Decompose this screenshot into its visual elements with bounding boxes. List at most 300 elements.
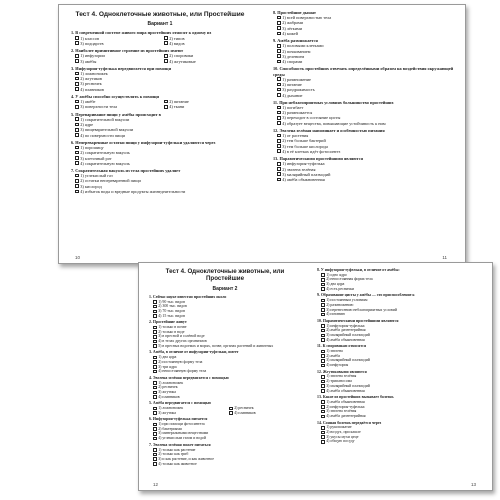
answer-checkbox[interactable] — [75, 174, 79, 178]
answer-option-text: 1) одно ядро — [326, 272, 347, 277]
answer-checkbox[interactable] — [321, 338, 325, 342]
answer-checkbox[interactable] — [75, 72, 79, 76]
answer-option-text: 1) всей поверхностью тела — [282, 15, 332, 21]
answer-option-text: 3) малярийный плазмодий — [326, 383, 370, 388]
answer-checkbox[interactable] — [75, 77, 79, 81]
question-list — [71, 30, 249, 194]
answer-option-text: 3) раздражимость — [282, 87, 315, 93]
question — [317, 293, 487, 316]
answer-option[interactable] — [277, 31, 457, 36]
answer-option[interactable] — [321, 363, 487, 368]
question — [273, 156, 457, 182]
answer-checkbox[interactable] — [75, 146, 79, 150]
answer-checkbox[interactable] — [153, 427, 157, 431]
answer-option[interactable] — [277, 59, 457, 64]
answer-option-text: 4) плавников — [158, 394, 180, 399]
answer-option[interactable] — [277, 121, 457, 126]
answer-option-text: 3) два ядра — [326, 282, 345, 287]
answer-checkbox[interactable] — [153, 457, 157, 461]
answer-checkbox[interactable] — [277, 116, 281, 120]
answer-checkbox[interactable] — [153, 314, 157, 318]
question — [317, 319, 487, 342]
answer-checkbox[interactable] — [321, 435, 325, 439]
answer-option-text: 3) и как растение, и как животное — [158, 456, 214, 461]
answer-checkbox[interactable] — [75, 87, 79, 91]
question — [149, 443, 301, 466]
answer-checkbox[interactable] — [153, 432, 157, 436]
question-text: 10. Способность простейших отвечать определёнными образом на воздействия окружающей среды — [273, 66, 454, 77]
answer-options — [149, 355, 301, 374]
answer-checkbox[interactable] — [321, 384, 325, 388]
answer-checkbox[interactable] — [277, 77, 281, 81]
answer-checkbox[interactable] — [277, 54, 281, 58]
answer-checkbox[interactable] — [75, 179, 79, 183]
answer-checkbox[interactable] — [164, 54, 168, 58]
answer-checkbox[interactable] — [75, 105, 79, 109]
answer-checkbox[interactable] — [321, 364, 325, 368]
question-list — [317, 268, 487, 444]
answer-option[interactable] — [75, 189, 249, 194]
answer-option-text: 1) 90 тыс. видов — [158, 299, 185, 304]
answer-option-text: 2) размножению — [326, 302, 354, 307]
answer-options — [273, 161, 457, 182]
question-text: 2. Простейшие живут — [149, 320, 187, 325]
answer-option-text: 3) делением — [282, 53, 305, 59]
answer-checkbox[interactable] — [164, 36, 168, 40]
answer-options — [317, 273, 487, 292]
test-title: Тест 4. Одноклеточные животные, или Простейшие — [165, 268, 285, 282]
answer-checkbox[interactable] — [153, 330, 157, 334]
answer-option[interactable] — [164, 59, 249, 64]
question — [317, 370, 487, 393]
question — [273, 10, 457, 36]
answer-option-text: 1) эвглена — [326, 349, 343, 353]
answer-option-text: 3) малярийный плазмодий — [282, 171, 331, 177]
answer-option-text: 2) только как гриб — [158, 452, 189, 457]
question-text: 7. Сократительная вакуоль из тела простейших удаляет — [71, 168, 181, 173]
answer-checkbox[interactable] — [153, 437, 157, 441]
answer-checkbox[interactable] — [153, 411, 157, 415]
answer-checkbox[interactable] — [153, 300, 157, 304]
question — [71, 168, 249, 194]
answer-checkbox[interactable] — [277, 83, 281, 87]
answer-option[interactable] — [75, 59, 160, 64]
answer-option[interactable] — [321, 389, 487, 394]
answer-checkbox[interactable] — [75, 41, 79, 45]
answer-option-text: 3) клеточный рот — [80, 155, 112, 161]
answer-option-text: 4) питанию — [326, 312, 346, 317]
answer-option[interactable] — [277, 149, 457, 154]
question — [317, 344, 487, 367]
answer-checkbox[interactable] — [153, 370, 157, 374]
answer-option-text: 4) плавников — [234, 410, 256, 415]
answer-option[interactable] — [153, 344, 301, 349]
answer-options — [71, 173, 249, 194]
answer-option-text: 4) образует вещества, повышающие устойчивость к ним — [282, 120, 386, 126]
question-list — [273, 10, 457, 182]
answer-options — [149, 300, 301, 319]
answer-options — [71, 36, 249, 46]
answer-checkbox[interactable] — [321, 405, 325, 409]
answer-checkbox[interactable] — [153, 423, 157, 427]
answer-checkbox[interactable] — [153, 391, 157, 395]
answer-checkbox[interactable] — [75, 59, 79, 63]
answer-option[interactable] — [164, 104, 249, 109]
answer-option-text: 2) амёба дизентерийная — [326, 328, 366, 333]
answer-option[interactable] — [153, 411, 225, 416]
answer-checkbox[interactable] — [75, 54, 79, 58]
question — [71, 112, 249, 138]
answer-checkbox[interactable] — [75, 190, 79, 194]
answer-checkbox[interactable] — [277, 16, 281, 20]
answer-checkbox[interactable] — [229, 411, 233, 415]
question-text: 7. Эвглена зелёная может питаться — [149, 442, 211, 447]
answer-checkbox[interactable] — [321, 324, 325, 328]
question-text: 3. Амёба, в отличие от инфузории-туфельки, имеет — [149, 350, 239, 355]
question-text: 1. В современной системе живого мира простейших относят к одному из — [71, 30, 212, 36]
answer-checkbox[interactable] — [75, 82, 79, 86]
question-text: 4. У амёбы способно осуществлять к помощи — [71, 93, 159, 99]
answer-option-text: 1) сократительной вакуоли — [80, 116, 130, 122]
answer-option-text: 4) есть реснички — [326, 286, 354, 291]
answer-option-text: 3) лёгкими — [282, 25, 303, 31]
answer-option-text: 3) 70 тыс. видов — [158, 308, 185, 313]
answer-checkbox[interactable] — [164, 59, 168, 63]
answer-checkbox[interactable] — [277, 49, 281, 53]
answer-option-text: 2) типов — [169, 35, 185, 41]
answer-checkbox[interactable] — [321, 273, 325, 277]
answer-option-text: 5) в пресных водоемах и морях, почве, органах растений и животных — [158, 343, 274, 348]
answer-option-text: 3) укусы мухи цеце — [326, 434, 359, 439]
answer-option[interactable] — [153, 436, 301, 441]
answer-checkbox[interactable] — [229, 407, 233, 411]
answer-checkbox[interactable] — [75, 117, 79, 121]
answer-option-text: 1) постоянным условиям — [326, 298, 368, 303]
answer-checkbox[interactable] — [321, 415, 325, 419]
answer-checkbox[interactable] — [321, 440, 325, 444]
question-list — [149, 295, 301, 466]
answer-checkbox[interactable] — [75, 156, 79, 160]
answer-checkbox[interactable] — [75, 100, 79, 104]
question-text: 9. Амёба размножается — [273, 38, 318, 44]
question-text: 12. Эвглена зелёная напоминает и особенностью питания — [273, 127, 385, 133]
answer-options — [71, 99, 249, 109]
answer-option[interactable] — [229, 411, 301, 416]
page-number: 13 — [470, 482, 476, 487]
answer-option-text: 1) эвглена зелёная — [326, 374, 357, 379]
answer-option[interactable] — [277, 177, 457, 182]
answer-option-text: 1) рукопожатие — [326, 425, 352, 430]
answer-checkbox[interactable] — [277, 172, 281, 176]
answer-checkbox[interactable] — [277, 88, 281, 92]
answer-option-text: 1) порошицу — [80, 145, 104, 151]
answer-option-text: 3) в пресной и солёной воде — [158, 334, 205, 339]
question-text: 2. Наиболее примитивное строение из простейших имеют — [71, 48, 184, 54]
answer-checkbox[interactable] — [321, 334, 325, 338]
question — [71, 94, 249, 110]
answer-checkbox[interactable] — [321, 400, 325, 404]
answer-checkbox[interactable] — [277, 60, 281, 64]
answer-option-text: 3) перенесению неблагоприятных условий — [326, 307, 397, 312]
question — [273, 128, 457, 154]
answer-option-text: 4) плавников — [80, 86, 104, 92]
question-text: 14. Сонная болезнь передаётся через — [317, 420, 382, 425]
answer-checkbox[interactable] — [277, 21, 281, 25]
answer-option-text: 3) кислород — [80, 183, 102, 189]
answer-option-text: 1) только как растение — [158, 447, 196, 452]
answer-option-text: 1) амёбе — [80, 99, 96, 105]
answer-option[interactable] — [321, 287, 487, 292]
answer-option-text: 3) эвглена зелёная — [326, 409, 357, 414]
answer-option[interactable] — [321, 414, 487, 419]
answer-options — [149, 422, 301, 441]
answer-option-text: 4) видов — [169, 40, 185, 46]
answer-option-text: 1) инфузория-туфелька — [282, 161, 325, 167]
answer-checkbox[interactable] — [277, 139, 281, 143]
answer-checkbox[interactable] — [321, 329, 325, 333]
answer-option-text: 4) по поверхности пищи — [80, 132, 125, 138]
answer-checkbox[interactable] — [153, 344, 157, 348]
answer-checkbox[interactable] — [321, 426, 325, 430]
answer-option-text: 2) питание — [282, 82, 302, 88]
answer-checkbox[interactable] — [277, 134, 281, 138]
variant-label: Вариант 2 — [212, 285, 238, 292]
answer-checkbox[interactable] — [153, 386, 157, 390]
question — [149, 376, 301, 399]
question — [71, 140, 249, 166]
question — [71, 66, 249, 92]
answer-checkbox[interactable] — [321, 375, 325, 379]
answer-option-text: 3) пищеварительной вакуоли — [80, 127, 134, 133]
answer-checkbox[interactable] — [164, 100, 168, 104]
answer-checkbox[interactable] — [75, 123, 79, 127]
answer-option-text: 3) амёбы — [80, 58, 97, 64]
answer-options — [317, 324, 487, 343]
answer-option-text: 3) три ядра — [158, 364, 177, 369]
answer-options — [71, 117, 249, 138]
answer-options — [71, 71, 249, 92]
right-column — [273, 5, 457, 263]
question-text: 4. Эвглена зелёная передвигается с помощью — [149, 375, 229, 380]
answer-option-text: 4) кожей — [282, 30, 298, 36]
answer-option-text: 3) жгутика — [158, 410, 176, 415]
answer-checkbox[interactable] — [277, 93, 281, 97]
answer-option-text: 2) трипаносома — [326, 379, 352, 384]
answer-option[interactable] — [75, 161, 249, 166]
answer-option-text: 1) при помощи фотосинтеза — [158, 422, 205, 427]
answer-checkbox[interactable] — [321, 431, 325, 435]
answer-option[interactable] — [153, 395, 301, 400]
answer-checkbox[interactable] — [164, 105, 168, 109]
answer-option-text: 1) ложноножек — [158, 380, 184, 385]
answer-option-text: 1) ложноножек — [158, 406, 184, 410]
answer-checkbox[interactable] — [321, 380, 325, 384]
answer-option[interactable] — [153, 369, 301, 374]
answer-checkbox[interactable] — [75, 151, 79, 155]
answer-option[interactable] — [277, 93, 457, 98]
answer-checkbox[interactable] — [75, 133, 79, 137]
answer-option-text: 4) непостоянную форму тела — [158, 369, 207, 374]
answer-checkbox[interactable] — [153, 365, 157, 369]
answer-checkbox[interactable] — [277, 111, 281, 115]
page-number: 10 — [75, 255, 81, 260]
question-text: 13. Какое из простейших вызывает болезнь — [317, 395, 394, 400]
answer-checkbox[interactable] — [321, 283, 325, 287]
answer-option-text: 4) только как животное — [158, 461, 197, 466]
answer-checkbox[interactable] — [321, 313, 325, 317]
answer-option[interactable] — [75, 41, 160, 46]
question — [71, 48, 249, 64]
answer-checkbox[interactable] — [277, 149, 281, 153]
answer-option-text: 2) сократительную вакуоль — [80, 150, 130, 156]
answer-options — [317, 349, 487, 368]
answer-checkbox[interactable] — [75, 184, 79, 188]
answer-checkbox[interactable] — [153, 326, 157, 330]
answer-option[interactable] — [75, 87, 249, 92]
question-text: 6. Непереваренные остатки пищи у инфузории-туфельки удаляются через — [71, 139, 216, 145]
answer-checkbox[interactable] — [277, 106, 281, 110]
test-title: Тест 4. Одноклеточные животные, или Простейшие — [75, 11, 245, 18]
answer-option[interactable] — [164, 41, 249, 46]
answer-options — [149, 448, 301, 467]
answer-checkbox[interactable] — [321, 299, 325, 303]
answer-option-text: 2) инфузория-туфелька — [326, 404, 365, 409]
question — [317, 268, 487, 291]
question — [149, 350, 301, 373]
question-text: 13. Паразитическими простейшими являются — [273, 156, 363, 162]
answer-checkbox[interactable] — [321, 354, 325, 358]
answer-checkbox[interactable] — [153, 448, 157, 452]
answer-option-text: 4) в телах других организмов — [158, 339, 207, 344]
answer-checkbox[interactable] — [153, 453, 157, 457]
answer-option-text: 4) инфузория — [326, 363, 349, 368]
question-text: 12. Жгутиковыми являются — [317, 369, 367, 374]
answer-checkbox[interactable] — [277, 178, 281, 182]
answer-option[interactable] — [75, 133, 249, 138]
answer-checkbox[interactable] — [321, 287, 325, 291]
answer-checkbox[interactable] — [277, 32, 281, 36]
answer-option-text: 2) размножается — [282, 110, 313, 116]
answer-option-text: 1) размножение — [282, 76, 311, 82]
answer-option-text: 4) общую посуду — [326, 439, 355, 444]
answer-checkbox[interactable] — [153, 340, 157, 344]
answer-checkbox[interactable] — [277, 26, 281, 30]
answer-checkbox[interactable] — [277, 121, 281, 125]
answer-option[interactable] — [153, 314, 301, 319]
answer-checkbox[interactable] — [153, 395, 157, 399]
answer-options — [273, 77, 457, 98]
answer-option-text: 4) избыток воды и вредные продукты жизнедеятельности — [80, 188, 186, 194]
answer-option[interactable] — [153, 462, 301, 467]
answer-option-text: 2) тем больше бактерий — [282, 138, 326, 144]
answer-option-text: 1) только в почве — [158, 325, 187, 329]
answer-option-text: 4) сократительную вакуоль — [80, 160, 130, 166]
answer-option-text: 3) подцарств — [80, 40, 104, 46]
question — [317, 395, 487, 418]
question-text: 10. Паразитическими простейшими являются — [317, 318, 399, 323]
answer-options — [273, 133, 457, 154]
answer-options — [317, 425, 487, 444]
answer-option-text: 1) погибает — [282, 104, 304, 110]
answer-options — [317, 374, 487, 393]
answer-option-text: 1) углекислый газ — [80, 173, 113, 179]
answer-option-text: 4) амёба обыкновенная — [282, 177, 325, 183]
answer-checkbox[interactable] — [321, 303, 325, 307]
answer-checkbox[interactable] — [153, 305, 157, 309]
answer-option-text: 4) углекислым газом и водой — [158, 436, 206, 441]
answer-checkbox[interactable] — [277, 144, 281, 148]
book-page-variant-2 — [138, 262, 493, 491]
answer-checkbox[interactable] — [164, 41, 168, 45]
answer-option-text: 4) ткани — [169, 104, 185, 110]
answer-option[interactable] — [75, 104, 160, 109]
answer-checkbox[interactable] — [153, 462, 157, 466]
answer-checkbox[interactable] — [277, 167, 281, 171]
answer-option-text: 4) спорами — [282, 59, 303, 65]
answer-options — [317, 400, 487, 419]
answer-checkbox[interactable] — [153, 310, 157, 314]
answer-option-text: 2) непостоянная форма тела — [326, 277, 373, 282]
answer-checkbox[interactable] — [75, 128, 79, 132]
question-text: 5. Амёба передвигается с помощью — [149, 401, 211, 406]
answer-checkbox[interactable] — [321, 410, 325, 414]
answer-option-text: 2) споровики — [169, 53, 194, 59]
answer-checkbox[interactable] — [321, 350, 325, 354]
left-column — [149, 263, 301, 490]
answer-option-text: 2) постоянную форму тела — [158, 359, 203, 364]
answer-option-text: 2) ядре — [80, 122, 94, 128]
page-number: 11 — [442, 255, 447, 260]
question — [273, 38, 457, 64]
question — [149, 295, 301, 318]
answer-checkbox[interactable] — [153, 356, 157, 360]
answer-checkbox[interactable] — [153, 407, 157, 411]
answer-option-text: 2) остатки непереваренной пищи — [80, 178, 141, 184]
answer-checkbox[interactable] — [75, 36, 79, 40]
answer-checkbox[interactable] — [321, 278, 325, 282]
answer-option-text: 3) тем больше кислорода — [282, 143, 328, 149]
page-number: 12 — [153, 482, 159, 487]
book-page-variant-1 — [58, 4, 466, 264]
question-text: 9. Образование цисты у амёбы — это приспособление к — [317, 293, 415, 298]
answer-options — [317, 298, 487, 317]
question-text: 5. Переваривание пищи у амёбы происходит в — [71, 111, 161, 117]
answer-options — [149, 325, 301, 348]
answer-checkbox[interactable] — [321, 359, 325, 363]
answer-option-text: 1) ложноножек — [80, 71, 108, 77]
answer-option-text: 2) воздух, при кашле — [326, 430, 361, 434]
question-text: 6. Инфузория-туфелька питается — [149, 417, 208, 422]
answer-option[interactable] — [321, 439, 487, 444]
answer-option-text: 3) минеральными веществами — [158, 431, 209, 436]
answer-checkbox[interactable] — [75, 161, 79, 165]
answer-option[interactable] — [321, 338, 487, 343]
answer-option[interactable] — [321, 312, 487, 317]
answer-option-text: 1) амёба обыкновенная — [326, 399, 365, 404]
answer-option-text: 4) амёба обыкновенная — [326, 337, 365, 342]
answer-checkbox[interactable] — [153, 360, 157, 364]
answer-checkbox[interactable] — [277, 44, 281, 48]
question-text: 11. К споровикам относятся — [317, 344, 367, 349]
answer-checkbox[interactable] — [321, 308, 325, 312]
answer-checkbox[interactable] — [321, 389, 325, 393]
answer-option-text: 1) два ядра — [158, 355, 177, 360]
answer-checkbox[interactable] — [277, 162, 281, 166]
answer-option-text: 3) поверхности тела — [80, 104, 118, 110]
question-text: 8. У инфузории-туфельки, в отличие от амёбы: — [317, 268, 400, 272]
answer-checkbox[interactable] — [153, 381, 157, 385]
answer-checkbox[interactable] — [153, 335, 157, 339]
